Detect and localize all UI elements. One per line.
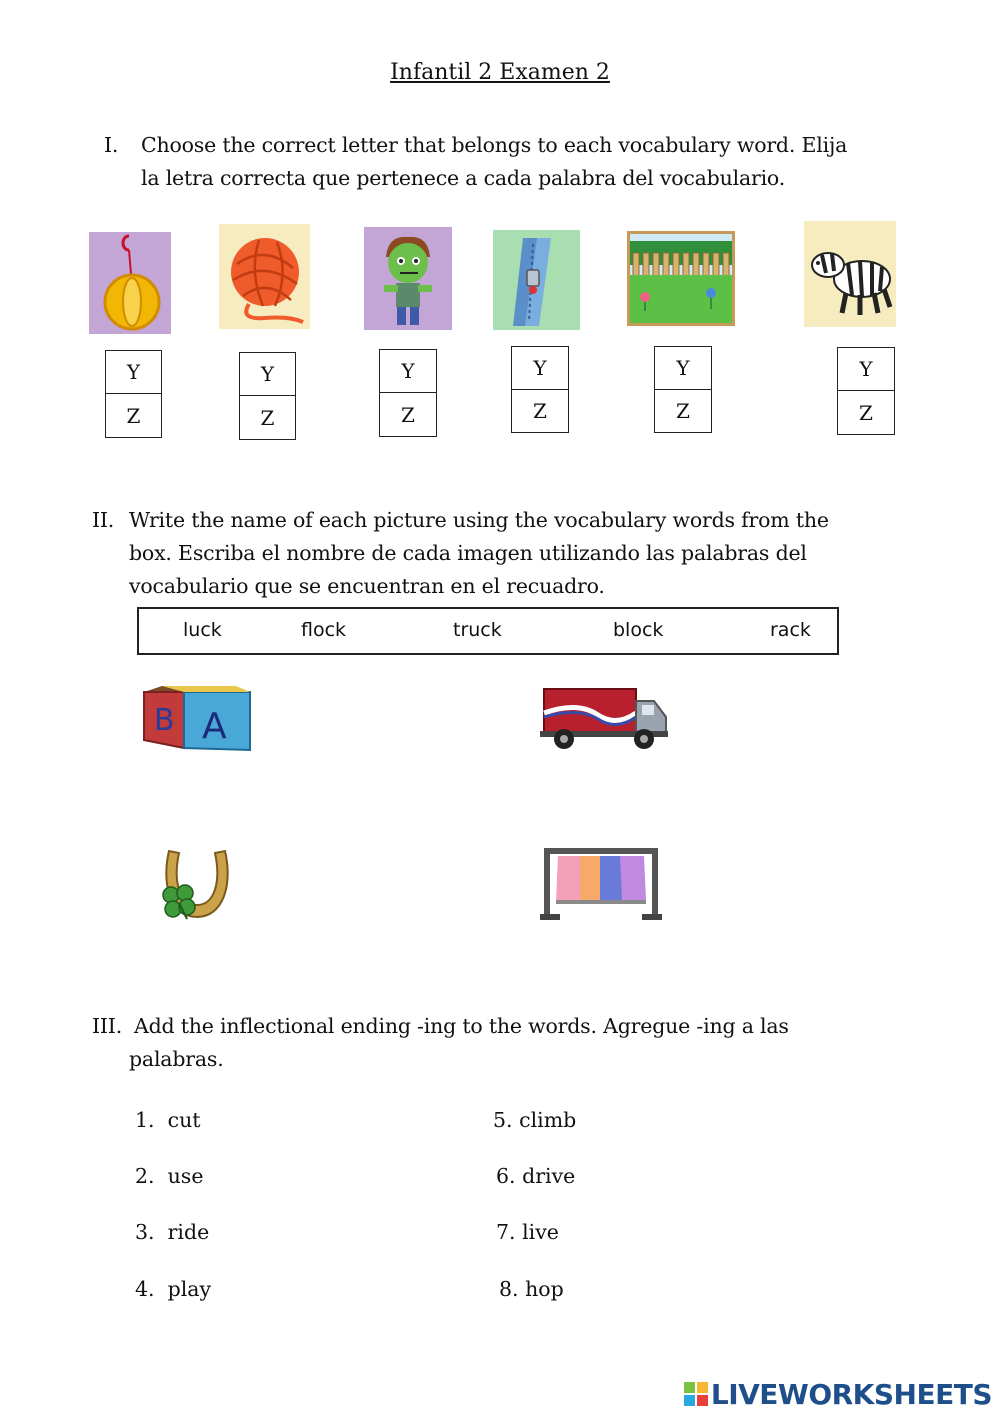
zombie-picture — [364, 227, 452, 330]
section-3-line-2: palabras. — [129, 1047, 224, 1071]
section-2-line-3: vocabulario que se encuentran en el recuadro. — [129, 574, 605, 598]
section-1-number: I. — [104, 133, 119, 157]
liveworksheets-logo — [684, 1376, 992, 1412]
answer-box-6 — [837, 347, 895, 435]
zipper-picture — [493, 230, 580, 330]
item-number: 1. — [135, 1108, 155, 1132]
vocab-word-flock: flock — [301, 619, 347, 641]
section-3-instructions — [92, 1010, 932, 1080]
answer-box-4 — [511, 346, 569, 433]
zebra-icon — [804, 221, 896, 327]
section-2-instructions — [92, 504, 932, 604]
option-y-3[interactable]: Y — [380, 350, 436, 393]
page-title: Infantil 2 Examen 2 — [390, 60, 610, 85]
svg-text:A: A — [202, 706, 227, 747]
section-2-number: II. — [92, 508, 115, 532]
section-1-line-2: la letra correcta que pertenece a cada palabra del vocabulario. — [141, 166, 786, 190]
item-number: 2. — [135, 1164, 155, 1188]
item-number: 6. — [496, 1164, 516, 1188]
list-item — [135, 1220, 209, 1244]
option-y-5[interactable]: Y — [655, 347, 711, 390]
block-icon — [140, 684, 258, 755]
item-word: use — [167, 1164, 204, 1188]
item-number: 8. — [499, 1277, 519, 1301]
yard-icon — [627, 231, 735, 326]
item-word: play — [167, 1277, 212, 1301]
zombie-icon — [364, 227, 452, 330]
clothes-rack-picture — [540, 842, 662, 922]
option-y-6[interactable]: Y — [838, 348, 894, 391]
item-word: live — [522, 1220, 559, 1244]
answer-box-2 — [239, 352, 296, 440]
clothes-rack-icon — [540, 842, 662, 922]
list-item — [135, 1108, 201, 1132]
section-3-number: III. — [92, 1014, 123, 1038]
option-y-4[interactable]: Y — [512, 347, 568, 390]
item-number: 3. — [135, 1220, 155, 1244]
yard-picture — [627, 231, 735, 326]
vocab-word-rack: rack — [770, 619, 811, 641]
yo-yo-picture — [89, 232, 171, 334]
answer-box-5 — [654, 346, 712, 433]
zipper-icon — [493, 230, 580, 330]
list-item — [135, 1277, 211, 1301]
section-1-instructions — [104, 129, 924, 199]
item-number: 5. — [493, 1108, 513, 1132]
item-number: 4. — [135, 1277, 155, 1301]
section-1-line-1: Choose the correct letter that belongs to each vocabulary word. Elija — [141, 133, 848, 157]
item-word: cut — [167, 1108, 201, 1132]
option-z-5[interactable]: Z — [676, 398, 690, 423]
list-item — [499, 1277, 564, 1301]
svg-text:B: B — [154, 703, 175, 738]
truck-icon — [538, 683, 670, 751]
list-item — [496, 1164, 575, 1188]
item-number: 7. — [496, 1220, 516, 1244]
list-item — [135, 1164, 203, 1188]
zebra-picture — [804, 221, 896, 327]
truck-picture — [538, 683, 670, 751]
vocabulary-word-box — [137, 607, 839, 655]
item-word: climb — [519, 1108, 577, 1132]
option-y-1[interactable]: Y — [106, 351, 161, 394]
horseshoe-icon — [157, 845, 237, 923]
liveworksheets-logo-icon — [684, 1382, 708, 1406]
yarn-picture — [219, 224, 310, 329]
option-z-2[interactable]: Z — [260, 405, 275, 430]
option-y-2[interactable]: Y — [240, 353, 295, 396]
section-2-line-1: Write the name of each picture using the vocabulary words from the — [129, 508, 829, 532]
yarn-icon — [219, 224, 310, 329]
block-picture — [140, 684, 258, 755]
item-word: hop — [525, 1277, 564, 1301]
yo-yo-icon — [89, 232, 171, 334]
vocab-word-luck: luck — [183, 619, 222, 641]
option-z-3[interactable]: Z — [401, 402, 415, 427]
list-item — [493, 1108, 576, 1132]
answer-box-3 — [379, 349, 437, 437]
section-2-line-2: box. Escriba el nombre de cada imagen utilizando las palabras del — [129, 541, 807, 565]
option-z-1[interactable]: Z — [126, 403, 141, 428]
section-3-line-1: Add the inflectional ending -ing to the words. Agregue -ing a las — [134, 1014, 789, 1038]
item-word: ride — [167, 1220, 210, 1244]
list-item — [496, 1220, 559, 1244]
logo-text: LIVEWORKSHEETS — [710, 1377, 992, 1411]
horseshoe-picture — [157, 845, 237, 923]
answer-box-1 — [105, 350, 162, 438]
vocab-word-truck: truck — [453, 619, 502, 641]
item-word: drive — [522, 1164, 576, 1188]
option-z-4[interactable]: Z — [533, 398, 547, 423]
vocab-word-block: block — [613, 619, 664, 641]
option-z-6[interactable]: Z — [859, 400, 873, 425]
